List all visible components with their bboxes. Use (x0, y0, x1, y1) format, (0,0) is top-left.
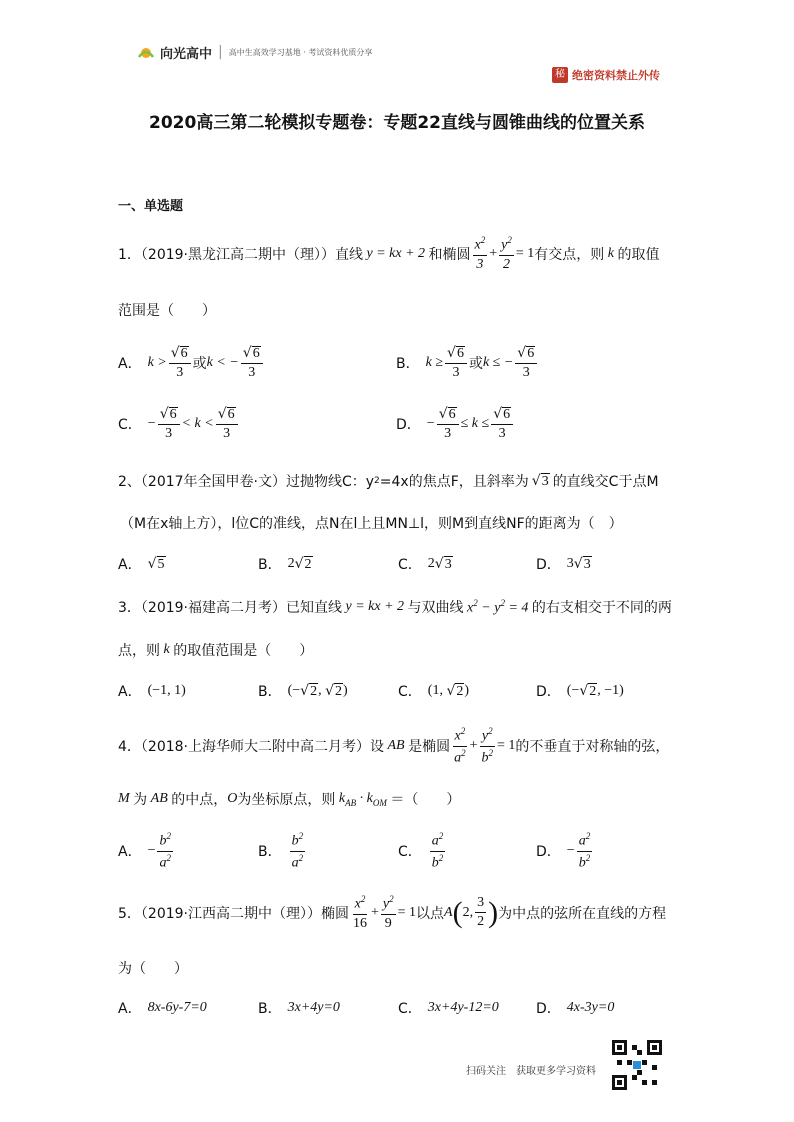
q4-option-d[interactable]: D． − $\frac{a^2}{b^2}$ (536, 831, 591, 871)
q3-option-d[interactable]: D． (− √ 2 , −1) (536, 682, 624, 700)
q4-option-b[interactable]: B． $\frac{b^2}{a^2}$ (258, 831, 304, 871)
question-4-line2: M 为 AB 的中点， O 为坐标原点，则 $k_{AB} \cdot k_{OM}$ ＝（ ） (118, 790, 461, 808)
q2-option-a[interactable]: A． √ 5 (118, 555, 165, 573)
q1-option-d[interactable]: D． − √ 6 3 ≤ k ≤ √ 6 3 (396, 407, 515, 441)
q2-option-b[interactable]: B． 2 √ 2 (258, 555, 312, 573)
footer-text: 扫码关注 获取更多学习资料 (466, 1066, 596, 1077)
q1-option-a[interactable]: A． k > √ 6 3 或 k < − √ 6 3 (118, 346, 265, 380)
q3-option-a[interactable]: A． (−1, 1) (118, 683, 186, 700)
q2-option-c[interactable]: C． 2 √ 3 (398, 555, 452, 573)
question-2-line2: （M在x轴上方），l位C的准线，点N在l上且MN⊥l，则M到直线NF的距离为（ ） (120, 516, 623, 532)
math-line-eq: y = kx + 2 (363, 245, 429, 261)
question-3-line1: 3．（2019·福建高二月考）已知直线 y = kx + 2 与双曲线 $x^2 - y^2 = 4$ 的右支相交于不同的两 (118, 597, 672, 616)
question-3-line2: 点，则 k 的取值范围是（ ） (118, 642, 314, 659)
q5-option-c[interactable]: C． 3x+4y-12=0 (398, 1000, 499, 1017)
question-5-line1: 5．（2019·江西高二期中（理））椭圆 $\frac{x^2}{16}$ + $\frac{y^2}{9}$ = 1 以点 A ( 2, $\frac{3}{2}$ ) 为中点的弦所在直线的方程 (118, 894, 667, 931)
q1-option-b[interactable]: B． k ≥ √ 6 3 或 k ≤ − √ 6 3 (396, 346, 539, 380)
math-frac: $\frac{y^2}{2}$ (501, 235, 512, 272)
qr-code-icon[interactable] (612, 1040, 662, 1090)
q4-option-c[interactable]: C． $\frac{a^2}{b^2}$ (398, 831, 444, 871)
question-1-line2: 范围是（ ） (118, 303, 216, 319)
math-frac: $\frac{x^2}{3}$ (474, 235, 486, 272)
q3-option-c[interactable]: C． (1, √ 2 ) (398, 682, 470, 700)
header-logo: 向光高中 | 高中生高效学习基地 · 考试资料优质分享 (136, 42, 372, 62)
page-title: 2020高三第二轮模拟专题卷：专题22直线与圆锥曲线的位置关系 (149, 113, 645, 133)
question-4-line1: 4．（2018·上海华师大二附中高二月考）设 AB 是椭圆 $\frac{x^2}{a^2}$ + $\frac{y^2}{b^2}$ = 1 的不垂直于对称轴的弦， (118, 726, 670, 766)
q5-option-a[interactable]: A． 8x-6y-7=0 (118, 1000, 207, 1017)
q5-option-d[interactable]: D． 4x-3y=0 (536, 1000, 615, 1017)
question-1-line1: 1．（2019·黑龙江高二期中（理））直线 y = kx + 2 和椭圆 $\frac{x^2}{3}$ + $\frac{y^2}{2}$ = 1 有交点，则 k 的取值 (118, 235, 660, 272)
section-heading: 一、单选题 (118, 199, 184, 214)
sun-logo-icon (136, 42, 156, 62)
q2-option-d[interactable]: D． 3 √ 3 (536, 555, 591, 573)
stamp-seal-icon: 秘 (552, 67, 568, 83)
stamp-text: 绝密资料禁止外传 (572, 69, 660, 82)
question-2-line1: 2、（2017年全国甲卷·文）过抛物线C：y 2 =4x的焦点F，且斜率为 √ 3 的直线交C于点M (118, 472, 659, 490)
q3-option-b[interactable]: B． (− √ 2 , √ 2 ) (258, 682, 348, 700)
q5-option-b[interactable]: B． 3x+4y=0 (258, 1000, 340, 1017)
brand-slogan: 高中生高效学习基地 · 考试资料优质分享 (228, 47, 373, 57)
brand-name: 向光高中 (160, 46, 213, 62)
q1-option-c[interactable]: C． − √ 6 3 < k < √ 6 3 (118, 407, 240, 441)
confidential-stamp (552, 67, 660, 83)
question-5-line2: 为（ ） (118, 961, 188, 977)
q4-option-a[interactable]: A． − $\frac{b^2}{a^2}$ (118, 831, 171, 871)
